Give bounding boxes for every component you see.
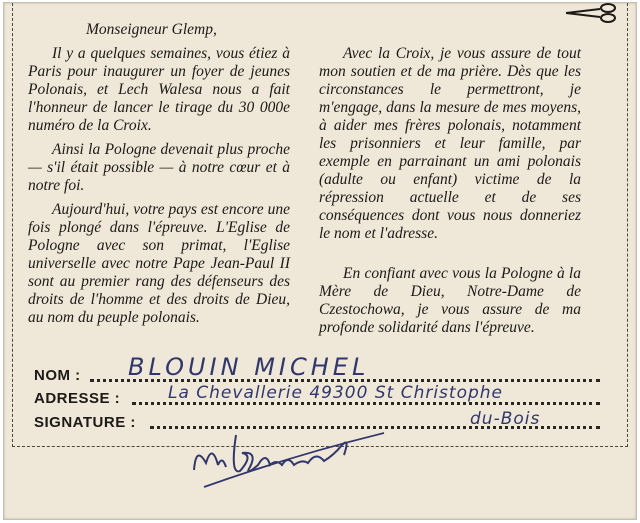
- left-column: [28, 45, 290, 333]
- salutation: Monseigneur Glemp,: [86, 21, 217, 38]
- newspaper-clipping: [3, 2, 637, 520]
- paragraph-2: Ainsi la Pologne devenait plus proche — s'il était possible — à notre cœur et à notre foi.: [28, 141, 290, 194]
- nom-label: NOM :: [34, 367, 81, 384]
- paragraph-4: Avec la Croix, je vous assure de tout mon soutien et de ma prière. Dès que les circonstances le permettront, je m'engage, dans la mesure de mes moyens, à aider mes frères polonais, notamment les prisonniers et leur famille, par exemple en parrainant un ami polonais (adulte ou enfant) victime de la répression actuelle et de ses conséquences dont vous nous donneriez le nom et l'adresse.: [319, 45, 581, 242]
- paragraph-3: Aujourd'hui, votre pays est encore une fois plongé dans l'épreuve. L'Eglise de Pologne avec son primat, l'Eglise universelle avec notre Pape Jean-Paul II sont au premier rang des défenseurs des droits de l'homme et des droits de Dieu, au nom du peuple polonais.: [28, 201, 290, 326]
- nom-handwritten[interactable]: BLOUIN MICHEL: [128, 353, 370, 381]
- paragraph-1: Il y a quelques semaines, vous étiez à Paris pour inaugurer un foyer de jeunes Polonais, et Lech Walesa nous a fait l'honneur de lancer le tirage du 30 000e numéro de la Croix.: [28, 45, 290, 134]
- adresse-handwritten-line2[interactable]: du-Bois: [470, 409, 541, 429]
- handwritten-signature: [184, 415, 424, 505]
- open-letter: [28, 15, 610, 355]
- adresse-handwritten-line1[interactable]: La Chevallerie 49300 St Christophe: [168, 383, 504, 403]
- paragraph-5: En confiant avec vous la Pologne à la Mère de Dieu, Notre-Dame de Czestochowa, je vous assure de ma profonde solidarité dans l'épreuve.: [319, 265, 581, 336]
- adresse-label: ADRESSE :: [34, 390, 121, 407]
- signature-label: SIGNATURE :: [34, 414, 136, 431]
- right-column: [319, 45, 581, 343]
